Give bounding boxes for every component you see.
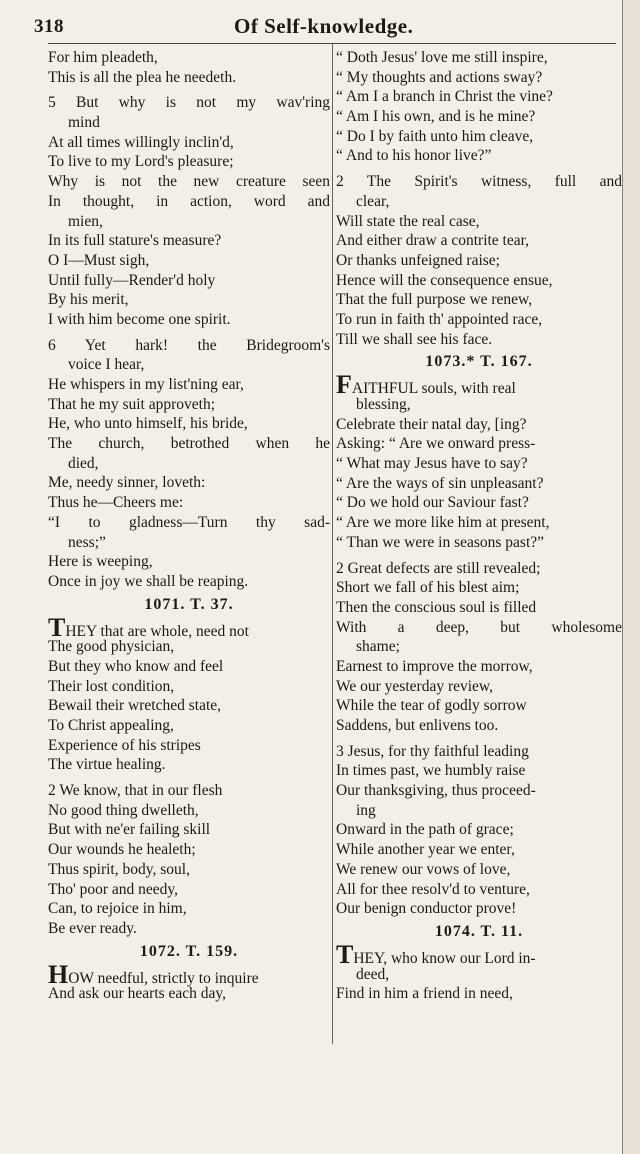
verse-line: To run in faith th' appointed race,	[336, 310, 543, 328]
right-column	[336, 48, 622, 1004]
left-column	[48, 48, 330, 1004]
verse-line: In times past, we humbly raise	[336, 762, 526, 780]
verse-line: We our yesterday review,	[336, 677, 493, 695]
verse-line: “ Doth Jesus' love me still inspire,	[336, 49, 548, 66]
hymn-heading: 1071. T. 37.	[144, 595, 234, 613]
verse-line: He, who unto himself, his bride,	[48, 415, 248, 433]
verse-line: To Christ appealing,	[48, 717, 174, 734]
hymn-heading: 1073.* T. 167.	[425, 353, 533, 371]
first-line-text: AITHFUL souls, with real	[351, 380, 516, 398]
verse-line: Me, needy sinner, loveth:	[48, 474, 206, 492]
verse-line: In thought, in action, word and	[48, 192, 330, 210]
verse-line: O I—Must sigh,	[48, 251, 150, 269]
verse-line: In its full stature's measure?	[48, 232, 222, 250]
verse-line: “ Than we were in seasons past?”	[336, 533, 545, 551]
verse-line: clear,	[356, 192, 390, 210]
verse-line: This is all the plea he needeth.	[48, 68, 237, 86]
verse-line: Thus spirit, body, soul,	[48, 860, 190, 878]
verse-line: 2 We know, that in our flesh	[48, 782, 223, 800]
column-divider	[332, 44, 333, 1044]
verse-line: Our benign conductor prove!	[336, 900, 517, 918]
verse-line: And either draw a contrite tear,	[336, 232, 530, 250]
verse-line: Experience of his stripes	[48, 736, 201, 754]
verse-line: “ My thoughts and actions sway?	[336, 68, 543, 86]
verse-line: voice I hear,	[68, 356, 145, 374]
verse-line: 2 The Spirit's witness, full and	[336, 173, 622, 191]
verse-line: That he my suit approveth;	[48, 395, 216, 413]
verse-line: 2 Great defects are still revealed;	[336, 559, 541, 577]
verse-line: Be ever ready.	[48, 919, 137, 937]
verse-line: All for thee resolv'd to venture,	[336, 880, 530, 898]
verse-line: “ And to his honor live?”	[336, 147, 492, 165]
first-line-text: OW needful, strictly to inquire	[68, 969, 259, 987]
verse-line: Hence will the consequence ensue,	[336, 271, 553, 289]
hymn-first-line	[336, 939, 622, 969]
verse-line: That the full purpose we renew,	[336, 291, 533, 309]
page-number: 318	[34, 16, 64, 37]
verse-line: “ What may Jesus have to say?	[336, 455, 528, 473]
verse-line: Earnest to improve the morrow,	[336, 657, 533, 675]
verse-line: blessing,	[356, 396, 411, 413]
verse-line: The good physician,	[48, 638, 175, 656]
verse-line: Until fully—Render'd holy	[48, 271, 216, 289]
verse-line: Can, to rejoice in him,	[48, 900, 187, 918]
verse-line: With a deep, but wholesome	[336, 618, 622, 636]
first-line-text: HEY, who know our Lord in-	[353, 949, 536, 967]
verse-line: “ Am I his own, and is he mine?	[336, 108, 536, 126]
verse-line: Short we fall of his blest aim;	[336, 579, 520, 597]
hymn-first-line	[48, 612, 330, 642]
verse-line: 6 Yet hark! the Bridegroom's	[48, 336, 330, 354]
verse-line: Will state the real case,	[336, 212, 480, 230]
verse-line: At all times willingly inclin'd,	[48, 133, 234, 151]
verse-line: “ Do I by faith unto him cleave,	[336, 127, 534, 145]
verse-line: “ Are the ways of sin unpleasant?	[336, 474, 544, 492]
verse-line: shame;	[356, 638, 400, 656]
verse-line: The virtue healing.	[48, 756, 166, 774]
verse-line: The church, betrothed when he	[48, 435, 330, 453]
verse-line: Our wounds he healeth;	[48, 841, 196, 859]
verse-line: Tho' poor and needy,	[48, 880, 179, 898]
verse-line: Then the conscious soul is filled	[336, 598, 537, 616]
verse-line: We renew our vows of love,	[336, 860, 511, 878]
next-page-edge	[622, 0, 640, 1154]
drop-cap: F	[336, 370, 352, 400]
verse-line: While the tear of godly sorrow	[336, 697, 527, 715]
verse-line: No good thing dwelleth,	[48, 801, 199, 819]
verse-line: While another year we enter,	[336, 841, 515, 859]
hymn-heading: 1074. T. 11.	[434, 922, 524, 940]
verse-line: “I to gladness—Turn thy sad-	[48, 513, 330, 531]
verse-line: Here is weeping,	[48, 553, 153, 571]
verse-line: Our thanksgiving, thus proceed-	[336, 782, 536, 800]
verse-line: Or thanks unfeigned raise;	[336, 251, 500, 269]
verse-line: died,	[68, 454, 99, 472]
verse-line: Asking: “ Are we onward press-	[336, 435, 536, 453]
hymn-first-line	[336, 370, 622, 400]
verse-line: Their lost condition,	[48, 677, 175, 695]
verse-line: mind	[68, 114, 100, 132]
verse-line: “ Am I a branch in Christ the vine?	[336, 88, 553, 106]
verse-line: 5 But why is not my wav'ring	[48, 94, 330, 112]
hymn-first-line	[48, 959, 330, 989]
hymn-heading: 1072. T. 159.	[139, 942, 239, 960]
verse-line: Celebrate their natal day, [ing?	[336, 415, 527, 433]
verse-line: Bewail their wretched state,	[48, 697, 222, 715]
verse-line: 3 Jesus, for thy faithful leading	[336, 742, 529, 760]
verse-line: ness;”	[68, 533, 106, 551]
drop-cap: T	[48, 612, 66, 642]
verse-line: But with ne'er failing skill	[48, 821, 211, 839]
drop-cap: H	[48, 959, 69, 989]
running-title: Of Self-knowledge.	[234, 14, 414, 38]
verse-line: deed,	[356, 965, 390, 983]
verse-line: And ask our hearts each day,	[48, 985, 227, 1003]
verse-line: To live to my Lord's pleasure;	[48, 153, 234, 171]
verse-line: “ Do we hold our Saviour fast?	[336, 494, 529, 512]
verse-line: mien,	[68, 212, 103, 230]
verse-line: Till we shall see his face.	[336, 330, 493, 348]
verse-line: Onward in the path of grace;	[336, 821, 514, 839]
verse-line: He whispers in my list'ning ear,	[48, 376, 244, 393]
verse-line: For him pleadeth,	[48, 49, 158, 66]
verse-line: “ Are we more like him at present,	[336, 514, 550, 532]
verse-line: ing	[356, 801, 376, 819]
verse-line: By his merit,	[48, 291, 129, 309]
verse-line: Thus he—Cheers me:	[48, 494, 184, 512]
drop-cap: T	[336, 939, 354, 969]
verse-line: But they who know and feel	[48, 657, 224, 675]
verse-line: Why is not the new creature seen	[48, 173, 330, 191]
first-line-text: HEY that are whole, need not	[65, 622, 249, 640]
verse-line: I with him become one spirit.	[48, 310, 231, 328]
page-header	[34, 14, 614, 40]
verse-line: Find in him a friend in need,	[336, 985, 513, 1003]
verse-line: Once in joy we shall be reaping.	[48, 572, 249, 590]
verse-line: Saddens, but enlivens too.	[336, 717, 499, 734]
